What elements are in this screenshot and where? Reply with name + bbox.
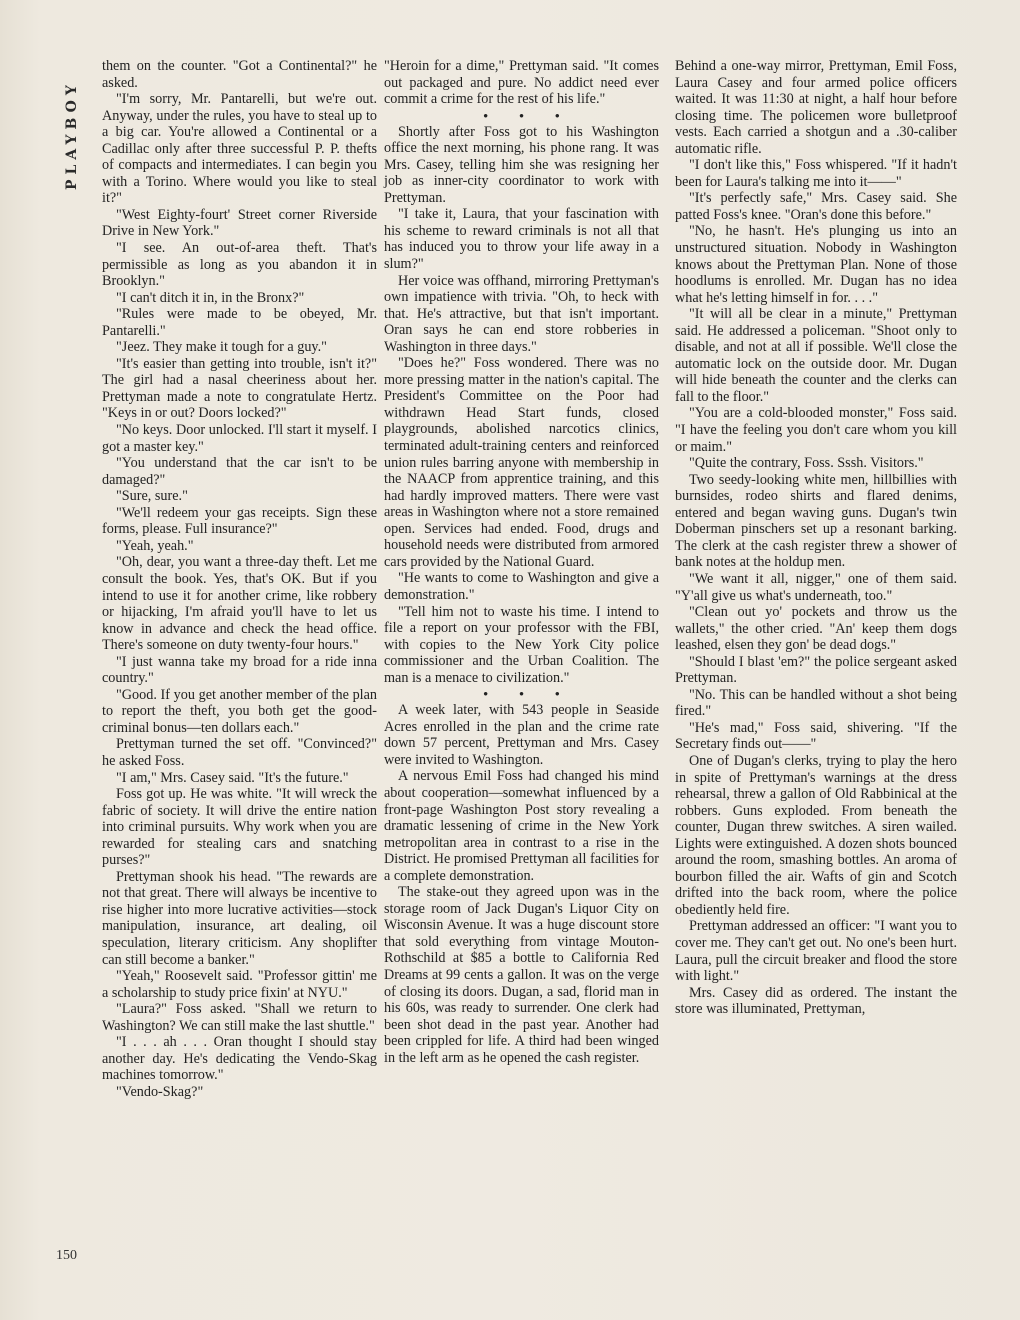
text-column-2 bbox=[384, 58, 659, 1066]
paragraph: "Should I blast 'em?" the police sergeant asked Prettyman. bbox=[675, 653, 957, 687]
paragraph: "He's mad," Foss said, shivering. "If the Secretary finds out——" bbox=[675, 719, 957, 753]
masthead: PLAYBOY bbox=[64, 80, 80, 190]
paragraph: "I see. An out-of-area theft. That's permissible as long as you abandon it in Brooklyn." bbox=[102, 240, 377, 290]
paragraph: them on the counter. "Got a Continental?" he asked. bbox=[102, 58, 377, 91]
paragraph: Behind a one-way mirror, Prettyman, Emil Foss, Laura Casey and four armed police officers waited. It was 11:30 at night, a half hour before closing time. The policemen wore bulletproof vests. Each carried a shotgun and a .30-caliber automatic rifle. bbox=[675, 58, 957, 157]
paragraph: "It will all be clear in a minute," Prettyman said. He addressed a policeman. "Shoot only to disable, and not at all if possible. We'll close the automatic lock on the outside door. Mr. Dugan will hide beneath the counter and the clerks can fall to the floor." bbox=[675, 306, 957, 405]
paragraph: Mrs. Casey did as ordered. The instant the store was illuminated, Prettyman, bbox=[675, 984, 957, 1018]
section-break: • • • bbox=[483, 686, 574, 702]
paragraph: "Quite the contrary, Foss. Sssh. Visitors." bbox=[689, 455, 924, 472]
paragraph: "Yeah," Roosevelt said. "Professor gittin' me a scholarship to study price fixin' at NYU." bbox=[102, 968, 377, 1001]
paragraph: "You understand that the car isn't to be damaged?" bbox=[102, 455, 377, 488]
paragraph: "Oh, dear, you want a three-day theft. Let me consult the book. Yes, that's OK. But if you intend to use it for another crime, like robbery or hijacking, I'm afraid you'll have to let us know in advance and check the head office. There's someone on duty twenty-four hours." bbox=[102, 554, 377, 654]
paragraph: "Does he?" Foss wondered. There was no more pressing matter in the nation's capital. The President's Committee on the Poor had withdrawn Head Start funds, closed playgrounds, abolished narcotics clinics, terminated adult-training centers and reinforced union rules barring anyone with membership in the NAACP from apprentice training, and this had hardly improved matters. There were vast areas in Washington where not a store remained open. Services had ended. Food, drugs and household needs were distributed from armored cars provided by the National Guard. bbox=[384, 355, 659, 570]
paragraph: "He wants to come to Washington and give a demonstration." bbox=[384, 570, 659, 603]
paragraph: "Good. If you get another member of the plan to report the theft, you both get the good-criminal bonus—ten dollars each." bbox=[102, 686, 377, 736]
paragraph: "I can't ditch it in, in the Bronx?" bbox=[116, 289, 305, 306]
paragraph: Foss got up. He was white. "It will wreck the fabric of society. It will drive the entire nation into criminal pursuits. Why work when you are rewarded for stealing cars and snatching purses?" bbox=[102, 786, 377, 869]
paragraph: A nervous Emil Foss had changed his mind about cooperation—somewhat influenced by a front-page Washington Post story revealing a dramatic lessening of crime in the New York metropolitan area in contrast to a rise in the District. He promised Prettyman all facilities for a complete demonstration. bbox=[384, 768, 659, 884]
paragraph: Prettyman turned the set off. "Convinced?" he asked Foss. bbox=[102, 736, 377, 769]
paragraph: "I . . . ah . . . Oran thought I should stay another day. He's dedicating the Vendo-Skag machines tomorrow." bbox=[102, 1034, 377, 1084]
paragraph: One of Dugan's clerks, trying to play the hero in spite of Prettyman's warnings at the dress rehearsal, threw a gallon of Old Rabbinical at the robbers. Guns exploded. From beneath the counter, Dugan threw switches. A siren wailed. Lights were extinguished. A dozen shots bounced around the room, smashing bottles. An aroma of bourbon filled the air. Wafts of gin and Scotch drifted into the back room, where the police obediently held fire. bbox=[675, 752, 957, 918]
paragraph: "We want it all, nigger," one of them said. "Y'all give us what's underneath, too." bbox=[675, 570, 957, 604]
paragraph: "I take it, Laura, that your fascination with his scheme to reward criminals is not all that has induced you to throw your life away in a slum?" bbox=[384, 206, 659, 273]
section-break: • • • bbox=[483, 107, 574, 123]
text-column-3 bbox=[675, 58, 957, 1018]
paragraph: "West Eighty-fourt' Street corner Riverside Drive in New York." bbox=[102, 206, 377, 240]
paragraph: "Sure, sure." bbox=[116, 488, 188, 505]
paragraph: "You are a cold-blooded monster," Foss said. "I have the feeling you don't care whom you kill or maim." bbox=[675, 405, 957, 455]
paragraph: Two seedy-looking white men, hillbillies with burnsides, rodeo shirts and flared denims, entered and began waving guns. Dugan's twin Doberman pinschers set up a resonant barking. The clerk at the cash register threw a shower of bank notes at the holdup men. bbox=[675, 471, 957, 571]
paragraph: "It's easier than getting into trouble, isn't it?" The girl had a nasal cheeriness about her. Prettyman made a note to congratulate Hertz. "Keys in or out? Doors locked?" bbox=[102, 355, 377, 422]
paragraph: Prettyman shook his head. "The rewards are not that great. There will always be incentive to rise higher into more lucrative activities—stock manipulation, insurance, art dealing, oil speculation, literary criticism. Any shoplifter can still become a banker." bbox=[102, 868, 377, 968]
paragraph: "No, he hasn't. He's plunging us into an unstructured situation. Nobody in Washington knows about the Prettyman Plan. None of those hoodlums is enrolled. Mr. Dugan has no idea what he's letting himself in for. . . ." bbox=[675, 223, 957, 306]
text-column-1 bbox=[102, 58, 377, 1100]
paragraph: "Rules were made to be obeyed, Mr. Pantarelli." bbox=[102, 306, 377, 339]
paragraph: "Vendo-Skag?" bbox=[116, 1083, 204, 1100]
paragraph: Her voice was offhand, mirroring Prettyman's own impatience with trivia. "Oh, to heck with that. He's attractive, but that isn't important. Oran says he can end store robberies in Washington in three days." bbox=[384, 272, 659, 355]
paragraph: "I'm sorry, Mr. Pantarelli, but we're out. Anyway, under the rules, you have to steal up to a big car. You're allowed a Continental or a Cadillac only after three successful P. P. thefts of compacts and intermediates. I can begin you with a Torino. Where would you like to steal it?" bbox=[102, 91, 377, 207]
paragraph: "No keys. Door unlocked. I'll start it myself. I got a master key." bbox=[102, 422, 377, 455]
paragraph: "I am," Mrs. Casey said. "It's the future." bbox=[116, 769, 349, 786]
paragraph: "I just wanna take my broad for a ride inna country." bbox=[102, 653, 377, 687]
paragraph: "We'll redeem your gas receipts. Sign these forms, please. Full insurance?" bbox=[102, 504, 377, 538]
paragraph: A week later, with 543 people in Seaside Acres enrolled in the plan and the crime rate down 57 percent, Prettyman and Mrs. Casey were invited to Washington. bbox=[384, 702, 659, 768]
paragraph: "Tell him not to waste his time. I intend to file a report on your professor with the FBI, with copies to the New York City police commissioner and the Urban Coalition. The man is a menace to civilization." bbox=[384, 603, 659, 686]
paragraph: "Jeez. They make it tough for a guy." bbox=[116, 339, 327, 356]
paragraph: "Yeah, yeah." bbox=[116, 537, 194, 554]
paragraph: The stake-out they agreed upon was in the storage room of Jack Dugan's Liquor City on Wisconsin Avenue. It was a huge discount store that sold everything from vintage Mouton-Rothschild at $85 a bottle to California Red Dreams at 99 cents a gallon. It was on the verge of closing its doors. Dugan, a sad, florid man in his 60s, was ready to surrender. One clerk had been shot dead in the past year. Another had been crippled for life. A third had been winged in the left arm as he opened the cash register. bbox=[384, 884, 659, 1066]
paragraph: "No. This can be handled without a shot being fired." bbox=[675, 686, 957, 720]
paragraph: "It's perfectly safe," Mrs. Casey said. She patted Foss's knee. "Oran's done this before." bbox=[675, 190, 957, 223]
paragraph: "Laura?" Foss asked. "Shall we return to Washington? We can still make the last shuttle." bbox=[102, 1001, 377, 1034]
paragraph: "Heroin for a dime," Prettyman said. "It comes out packaged and pure. No addict need ever commit a crime for the rest of his life." bbox=[384, 58, 659, 108]
paragraph: Shortly after Foss got to his Washington office the next morning, his phone rang. It was Mrs. Casey, telling him she was resigning her job as inner-city coordinator to work with Prettyman. bbox=[384, 123, 659, 206]
paragraph: Prettyman addressed an officer: "I want you to cover me. They can't get out. No one's been hurt. Laura, pull the circuit breaker and flood the store with light." bbox=[675, 918, 957, 985]
paragraph: "I don't like this," Foss whispered. "If it hadn't been for Laura's talking me into it——" bbox=[675, 157, 957, 190]
page-number: 150 bbox=[56, 1248, 77, 1263]
paragraph: "Clean out yo' pockets and throw us the wallets," the other cried. "An' keep them dogs leashed, elsen they gon' be dead dogs." bbox=[675, 604, 957, 654]
